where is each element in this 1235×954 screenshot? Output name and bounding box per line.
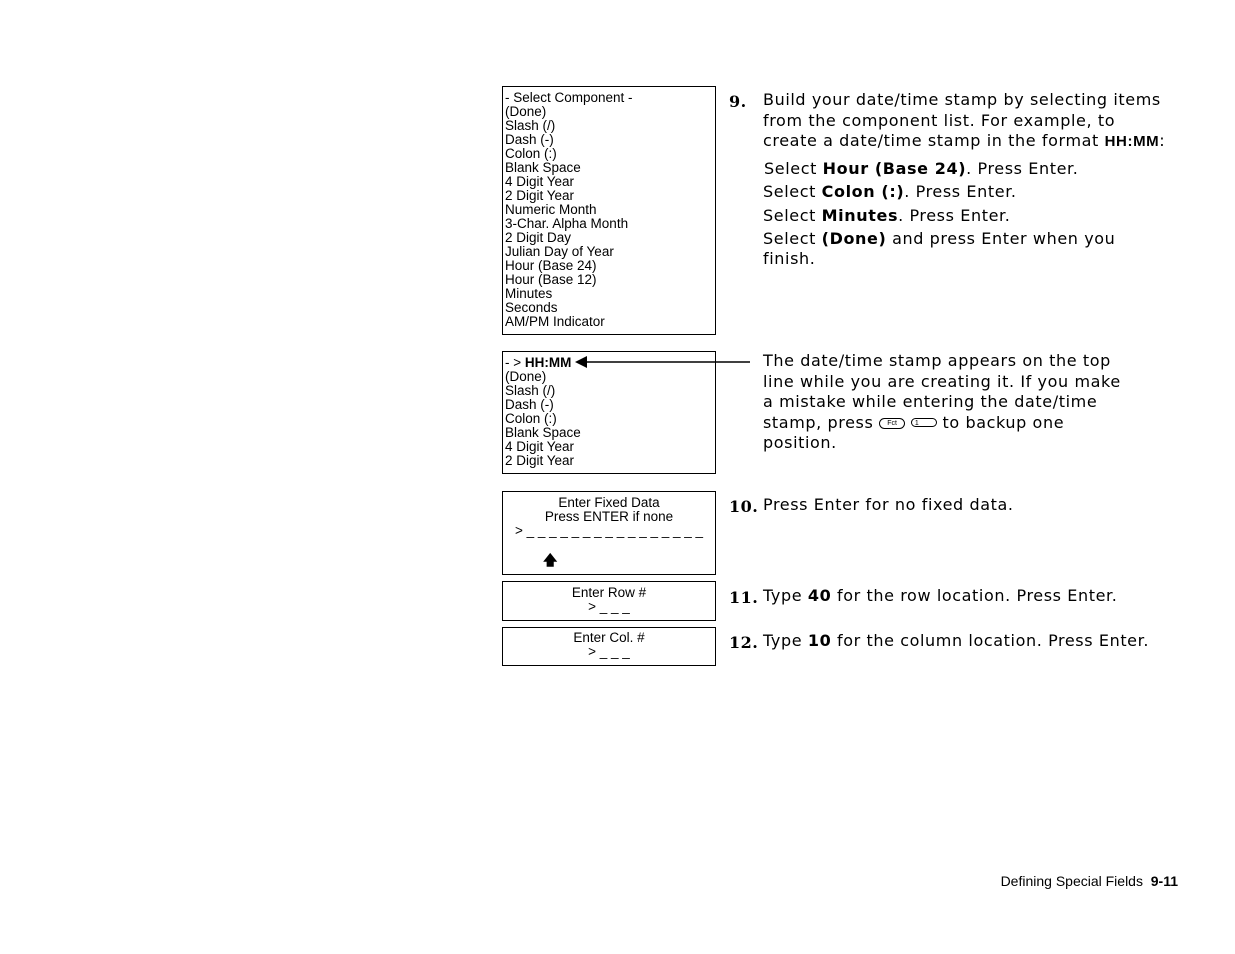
step-text-line: Build your date/time stamp by selecting items <box>763 90 1161 109</box>
sub-text: . Press Enter. <box>904 182 1017 201</box>
stamp-value: HH:MM <box>524 355 572 370</box>
list-item: Julian Day of Year <box>505 244 614 259</box>
sub-text: Select <box>764 159 823 178</box>
stamp-prefix: - > <box>505 355 525 370</box>
sub-text: . Press Enter. <box>898 206 1011 225</box>
step-10-text: Press Enter for no fixed data. <box>763 495 1014 514</box>
list-item: - Select Component - <box>505 90 633 105</box>
sub-bold: (Done) <box>821 229 887 248</box>
screen-prompt: Press ENTER if none <box>544 509 674 524</box>
sub-text: Select <box>763 182 822 201</box>
step-9-sub3 <box>763 206 1010 226</box>
screen-prompt: Enter Col. # <box>573 630 645 645</box>
step-text: Type <box>763 631 808 650</box>
list-item: Colon (:) <box>505 146 557 161</box>
note-line: position. <box>763 433 837 452</box>
sub-text: and press Enter when you <box>886 229 1116 248</box>
step-11-number: 11. <box>729 588 759 607</box>
note-line: The date/time stamp appears on the top <box>763 351 1111 370</box>
stamp-note <box>763 351 1193 454</box>
page-footer <box>1001 873 1178 889</box>
list-item: Numeric Month <box>505 202 597 217</box>
note-text: stamp, press <box>763 412 880 432</box>
note-line: line while you are creating it. If you make <box>763 371 1121 391</box>
step-9-text <box>763 90 1193 153</box>
step-10-number: 10. <box>729 497 759 516</box>
list-item: Seconds <box>505 300 558 315</box>
note-line: a mistake while entering the date/time <box>763 392 1098 411</box>
list-item: 3-Char. Alpha Month <box>505 216 629 231</box>
entry-field: > _ _ _ <box>588 599 630 614</box>
step-text: create a date/time stamp in the format <box>763 131 1105 150</box>
list-item: 4 Digit Year <box>505 439 575 454</box>
sub-bold: Minutes <box>821 206 899 225</box>
step-text: for the row location. Press Enter. <box>831 586 1118 605</box>
column-screen <box>502 627 716 666</box>
sub-bold: Hour (Base 24) <box>822 159 967 178</box>
entry-field: > _ _ _ <box>588 644 630 659</box>
step-12-number: 12. <box>729 633 759 652</box>
step-9-number: 9. <box>729 92 747 111</box>
list-item: (Done) <box>505 104 547 119</box>
list-item: (Done) <box>505 369 547 384</box>
sub-bold: Colon (:) <box>821 182 905 201</box>
step-9-sub1 <box>764 159 1078 179</box>
list-item: Blank Space <box>505 425 581 440</box>
note-text: to backup one <box>936 412 1065 432</box>
footer-title: Defining Special Fields <box>1000 873 1143 889</box>
format-text: HH:MM <box>1104 133 1160 150</box>
list-item: Minutes <box>505 286 553 301</box>
list-item: Dash (-) <box>505 132 554 147</box>
list-item: Blank Space <box>505 160 581 175</box>
list-item: Hour (Base 24) <box>505 258 597 273</box>
list-item: 2 Digit Year <box>505 188 575 203</box>
callout-arrow <box>570 354 755 370</box>
sub-text: Select <box>763 206 822 225</box>
screen-prompt: Enter Fixed Data <box>558 495 660 510</box>
component-list-screen <box>502 86 716 335</box>
cursor-arrow-icon: 🡅 <box>543 553 558 569</box>
step-text: for the column location. Press Enter. <box>831 631 1150 650</box>
list-item: 2 Digit Day <box>505 230 572 245</box>
list-item: AM/PM Indicator <box>505 314 605 329</box>
fct-key-icon: Fct <box>879 418 905 429</box>
list-item: 4 Digit Year <box>505 174 575 189</box>
page-number: 9-11 <box>1150 873 1178 889</box>
screen-prompt: Enter Row # <box>571 585 647 600</box>
colon-text: : <box>1159 131 1166 150</box>
step-bold: 40 <box>807 586 832 605</box>
list-item: Slash (/) <box>505 118 556 133</box>
list-item: Slash (/) <box>505 383 556 398</box>
sub-text: Select <box>763 229 822 248</box>
sub-text: finish. <box>763 249 816 268</box>
one-key-icon: 1 <box>911 418 937 427</box>
step-text-line: from the component list. For example, to <box>763 110 1116 130</box>
step-11-text <box>763 586 1117 606</box>
row-screen <box>502 581 716 621</box>
fixed-data-screen <box>502 491 716 575</box>
step-12-text <box>763 631 1149 651</box>
sub-text: . Press Enter. <box>966 159 1079 178</box>
step-text: Type <box>763 586 808 605</box>
list-item: Dash (-) <box>505 397 554 412</box>
step-9-sub2 <box>763 182 1017 202</box>
step-text-line <box>763 131 1193 153</box>
note-line <box>763 413 1193 434</box>
list-item: 2 Digit Year <box>505 453 575 468</box>
step-9-sub4 <box>763 229 1115 269</box>
entry-field: > _ _ _ _ _ _ _ _ _ _ _ _ _ _ _ _ <box>514 523 704 538</box>
list-item: Hour (Base 12) <box>505 272 597 287</box>
list-item: Colon (:) <box>505 411 557 426</box>
step-bold: 10 <box>807 631 832 650</box>
